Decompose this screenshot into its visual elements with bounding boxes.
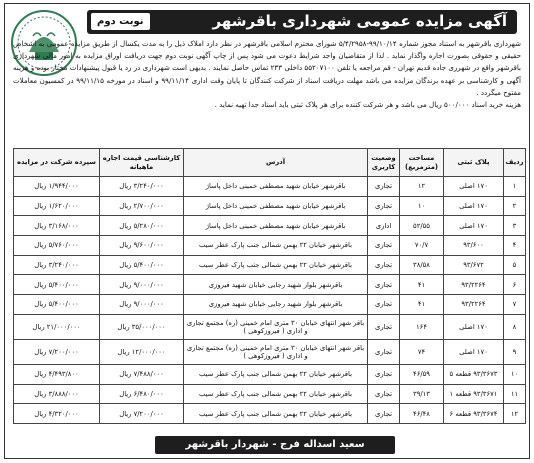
table-cell: ۳/۱۶۸/۰۰۰ ریال	[14, 216, 100, 236]
intro-text	[13, 38, 521, 146]
table-row	[14, 295, 526, 315]
table-cell: باقر شهر انتهای خیابان ۳۰ متری امام خمینی (ره) مجتمع تجاری و اداری ( فیروزکوهی )	[184, 314, 368, 339]
signature-footer: سعید اسداله فرج - شهردار باقرشهر	[155, 436, 395, 454]
table-cell: ۶	[504, 275, 526, 295]
table-cell: باقرشهر بلوار شهید رجایی خیابان شهید فیروزی	[184, 275, 368, 295]
page-title: آگهی مزایده عمومی شهرداری باقرشهر	[212, 12, 507, 30]
table-cell: باقرشهر خیابان شهید مصطفی خمینی داخل پاساژ	[184, 216, 368, 236]
table-cell: تجاری	[368, 339, 400, 364]
table-cell: ۵/۴۰۰/۰۰۰ ریال	[100, 255, 184, 275]
table-cell: ۴۱	[400, 275, 444, 295]
table-cell: تجاری	[368, 196, 400, 216]
table-cell: ۹۳/۳۶۷۳ قطعه ۵	[444, 364, 504, 384]
table-cell: تجاری	[368, 404, 400, 424]
table-row	[14, 255, 526, 275]
intro-paragraph: شهرداری باقرشهر به استناد مجوز شماره ۹۹/۱۰/۱۴-۵/۴/۲۹۵۸ شورای محترم اسلامی باقرشهر در نظر دارد املاک ذیل را به مدت یکسال از طریق مزایده عمومی به اشخاص حقیقی و حقوقی بصورت اجاره واگذار نماید . لذا از متقاضیان واجد شرایط دعوت می شود پس از چاپ آگهی نوبت دوم جهت دریافت اوراق مزایده به امور مالی شهرداری باقرشهر واقع در شهرری جاده قدیم تهران - قم مراجعه یا تلفن ۵۵۲۰۷۱۰۰ داخلی ۲۳۳ تماس حاصل نمایند . بدیهی است شهرداری در رد یا قبول پیشنهادات مختار بوده و هزینه آگهی و کارشناسی بر عهده برندگان مزایده می باشد مهلت دریافت اسناد از شرکت کنندگان تا پایان وقت اداری ۹۹/۱۱/۱۴ و اسناد در مورخه ۹۹/۱۱/۱۵ در کمسیون معاملات مفتوح میگردد .	[13, 39, 521, 97]
table-cell: ۹	[504, 339, 526, 364]
header-cell: آدرس	[184, 149, 368, 177]
table-cell: ۷/۲۰۰/۰۰۰ ریال	[100, 404, 184, 424]
header-cell: کارشناسی قیمت اجاره ماهیانه	[100, 149, 184, 177]
table-row	[14, 275, 526, 295]
header-cell: پلاک ثبتی	[444, 149, 504, 177]
table-cell: ۲	[504, 196, 526, 216]
table-cell: ۱۷۰ اصلی	[444, 339, 504, 364]
table-cell: تجاری	[368, 177, 400, 197]
table-row	[14, 339, 526, 364]
properties-table	[13, 148, 526, 424]
intro-fee-note: هزینه خرید اسناد ۵۰۰/۰۰۰ ریال می باشد و هر شرکت کننده برای هر پلاک ثبتی باید اسناد جدا تهیه نماید .	[214, 100, 521, 110]
table-cell: ۹/۰۰۰/۰۰۰ ریال	[100, 275, 184, 295]
table-cell: ۹/۰۰۰/۰۰۰ ریال	[100, 295, 184, 315]
table-row	[14, 404, 526, 424]
table-cell: باقرشهر خیابان ۲۲ بهمن شمالی جنب پارک عطر سیب	[184, 255, 368, 275]
table-cell: ۴/۴۹۳/۸۰۰ ریال	[14, 364, 100, 384]
table-cell: ۱۷۰ اصلی	[444, 314, 504, 339]
table-cell: ۷۴	[400, 339, 444, 364]
table-cell: ۱۷۰ اصلی	[444, 196, 504, 216]
table-cell: ۱۱	[504, 384, 526, 404]
table-cell: تجاری	[368, 236, 400, 256]
table-cell: ۳۹/۱۳	[400, 384, 444, 404]
table-cell: ۷/۲۰۰/۰۰۰ ریال	[14, 339, 100, 364]
table-cell: ۴۶/۵۹	[400, 364, 444, 384]
table-row	[14, 314, 526, 339]
notice-page	[4, 3, 530, 459]
table-cell: ۹۳/۲۲۶۴	[444, 295, 504, 315]
table-cell: ۴/۳۲۰/۰۰۰ ریال	[14, 404, 100, 424]
table-cell: ۱۰	[504, 364, 526, 384]
table-cell: اداری	[368, 216, 400, 236]
table-cell: تجاری	[368, 295, 400, 315]
table-row	[14, 236, 526, 256]
table-cell: ۹۳/۳۶۷۴ قطعه ۶	[444, 404, 504, 424]
table-cell: ۴۶/۴۸	[400, 404, 444, 424]
table-cell: باقر شهر انتهای خیابان ۳۰ متری امام خمینی (ره) مجتمع تجاری و اداری ( فیروزکوهی )	[184, 339, 368, 364]
table-cell: ۵۲/۵۵	[400, 216, 444, 236]
table-cell: ۱۰	[400, 196, 444, 216]
table-cell: تجاری	[368, 314, 400, 339]
table-cell: ۱۲/۰۰۰/۰۰۰ ریال	[100, 339, 184, 364]
table-cell: باقرشهر خیابان شهید مصطفی خمینی داخل پاساژ	[184, 196, 368, 216]
title-banner	[87, 10, 517, 34]
table-cell: تجاری	[368, 255, 400, 275]
header-cell: ردیف	[504, 149, 526, 177]
table-cell: ۴	[504, 236, 526, 256]
table-cell: ۹۳/۶۷۲	[444, 255, 504, 275]
table-cell: ۱	[504, 177, 526, 197]
table-cell: باقرشهر خیابان ۲۲ بهمن شمالی جنب پارک عطر سیب	[184, 404, 368, 424]
table-cell: ۵/۷۶۰/۰۰۰ ریال	[14, 236, 100, 256]
table-cell: ۹۳/۶۰۰	[444, 236, 504, 256]
table-cell: ۱۲	[400, 177, 444, 197]
table-cell: ۱۷۰ اصلی	[444, 216, 504, 236]
table-cell: ۷۰/۷	[400, 236, 444, 256]
table-cell: ۳/۸۸۸/۰۰۰ ریال	[14, 384, 100, 404]
table-cell: ۲/۷۰۰/۰۰۰ ریال	[100, 196, 184, 216]
table-cell: ۱/۶۲۰/۰۰۰ ریال	[14, 196, 100, 216]
table-cell: باقرشهر خیابان شهید مصطفی خمینی داخل پاساژ	[184, 177, 368, 197]
table-cell: ۹۳/۳۶۷۱ قطعه ۱	[444, 384, 504, 404]
table-cell: ۹/۶۰۰/۰۰۰ ریال	[100, 236, 184, 256]
table-cell: ۵/۴۰۰/۰۰۰ ریال	[14, 275, 100, 295]
header-cell: مساحت (مترمربع)	[400, 149, 444, 177]
table-cell: ۵/۴۰۰/۰۰۰ ریال	[14, 295, 100, 315]
table-cell: ۱۶۴	[400, 314, 444, 339]
table-cell: باقرشهر بلوار شهید رجایی خیابان شهید فیروزی	[184, 295, 368, 315]
table-row	[14, 364, 526, 384]
table-cell: ۳/۲۴۰/۰۰۰ ریال	[100, 177, 184, 197]
table-cell: ۳/۲۴۰/۰۰۰ ریال	[14, 255, 100, 275]
table-cell: ۷	[504, 295, 526, 315]
table-cell: ۴۱	[400, 295, 444, 315]
table-cell: ۶/۴۸۰/۰۰۰ ریال	[100, 384, 184, 404]
table-cell: ۹۳/۲۲۶۴	[444, 275, 504, 295]
table-row	[14, 196, 526, 216]
round-badge: نوبت دوم	[91, 13, 150, 30]
table-cell: ۱۷۰ اصلی	[444, 177, 504, 197]
table-cell: ۱۲	[504, 404, 526, 424]
table-cell: تجاری	[368, 275, 400, 295]
table-header-row	[14, 149, 526, 177]
table-cell: ۳۵/۰۰۰/۰۰۰ ریال	[100, 314, 184, 339]
table-cell: باقرشهر خیابان ۲۲ بهمن شمالی جنب پارک عطر سیب	[184, 236, 368, 256]
table-cell: ۲۱/۰۰۰/۰۰۰ ریال	[14, 314, 100, 339]
table-cell: باقرشهر خیابان ۲۲ بهمن شمالی جنب پارک عطر سیب	[184, 384, 368, 404]
table-cell: ۳۸/۵۸	[400, 255, 444, 275]
header-cell: سپرده شرکت در مزایده	[14, 149, 100, 177]
table-cell: تجاری	[368, 364, 400, 384]
table-row	[14, 384, 526, 404]
header-cell: وضعیت کاربری	[368, 149, 400, 177]
table-row	[14, 177, 526, 197]
table-cell: ۷/۴۸۸/۰۰۰ ریال	[100, 364, 184, 384]
table-row	[14, 216, 526, 236]
table-cell: ۵	[504, 255, 526, 275]
table-cell: ۱/۹۴۴/۰۰۰ ریال	[14, 177, 100, 197]
table-cell: تجاری	[368, 384, 400, 404]
table-cell: ۸	[504, 314, 526, 339]
table-cell: ۳	[504, 216, 526, 236]
table-cell: ۵/۲۸۰/۰۰۰ ریال	[100, 216, 184, 236]
table-cell: باقرشهر خیابان ۲۲ بهمن شمالی جنب پارک عطر سیب	[184, 364, 368, 384]
